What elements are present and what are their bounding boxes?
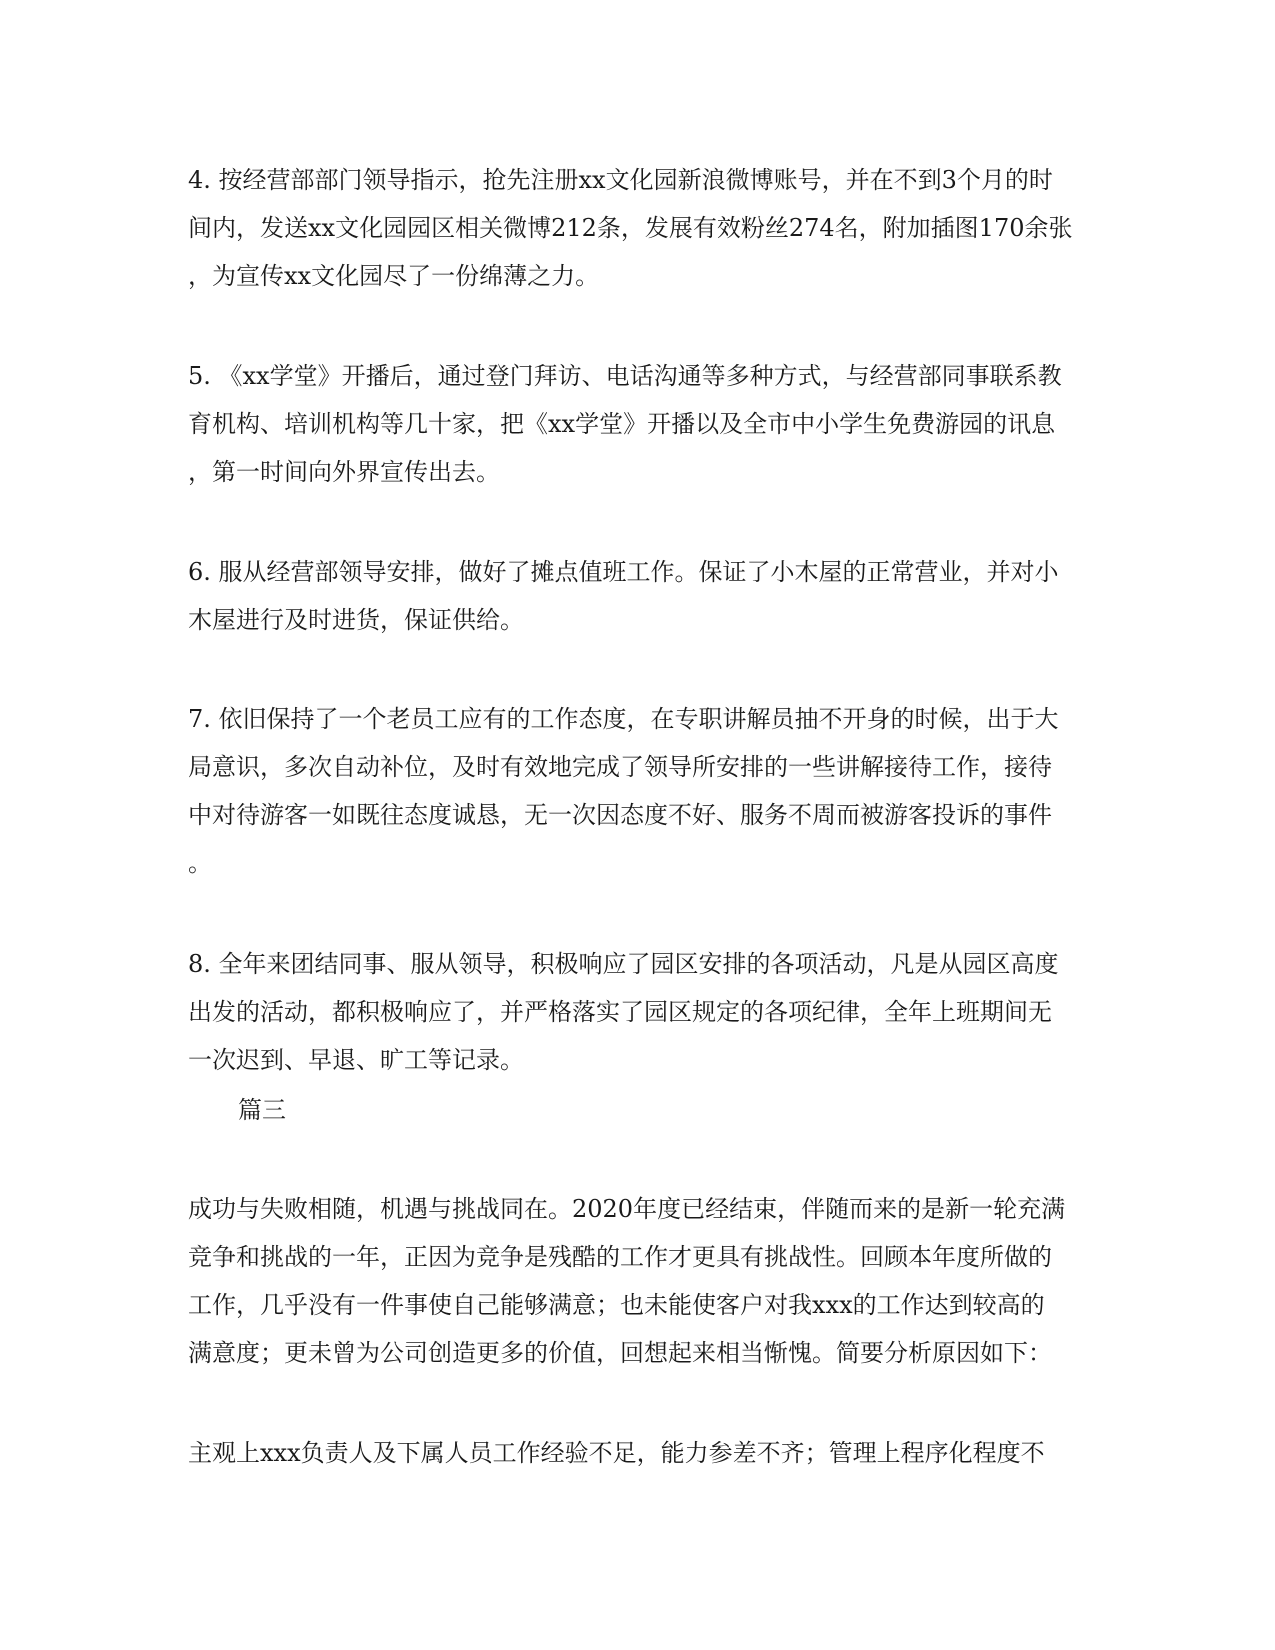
text-line: 出发的活动，都积极响应了，并严格落实了园区规定的各项纪律，全年上班期间无 bbox=[188, 998, 1052, 1026]
text-line: 一次迟到、早退、旷工等记录。 bbox=[188, 1046, 524, 1074]
paragraph-last bbox=[188, 1429, 1088, 1477]
text-line: 6. 服从经营部领导安排，做好了摊点值班工作。保证了小木屋的正常营业，并对小 bbox=[188, 558, 1059, 586]
text-line: 主观上xxx负责人及下属人员工作经验不足，能力参差不齐；管理上程序化程度不 bbox=[188, 1439, 1045, 1467]
paragraph-item-8 bbox=[188, 940, 1088, 1084]
text-line: 中对待游客一如既往态度诚恳，无一次因态度不好、服务不周而被游客投诉的事件 bbox=[188, 801, 1052, 829]
text-line: 成功与失败相随，机遇与挑战同在。2020年度已经结束，伴随而来的是新一轮充满 bbox=[188, 1195, 1066, 1223]
text-line: 。 bbox=[188, 849, 212, 877]
text-line: 8. 全年来团结同事、服从领导，积极响应了园区安排的各项活动，凡是从园区高度 bbox=[188, 950, 1059, 978]
text-line: 5. 《xx学堂》开播后，通过登门拜访、电话沟通等多种方式，与经营部同事联系教 bbox=[188, 362, 1062, 390]
text-line: 4. 按经营部部门领导指示，抢先注册xx文化园新浪微博账号，并在不到3个月的时 bbox=[188, 166, 1053, 194]
text-line: 局意识，多次自动补位，及时有效地完成了领导所安排的一些讲解接待工作，接待 bbox=[188, 753, 1052, 781]
text-line: 满意度；更未曾为公司创造更多的价值，回想起来相当惭愧。简要分析原因如下： bbox=[188, 1339, 1052, 1367]
text-line: 7. 依旧保持了一个老员工应有的工作态度，在专职讲解员抽不开身的时候，出于大 bbox=[188, 705, 1059, 733]
text-line: 工作，几乎没有一件事使自己能够满意；也未能使客户对我xxx的工作达到较高的 bbox=[188, 1291, 1045, 1319]
paragraph-item-5 bbox=[188, 352, 1088, 496]
text-line: ，第一时间向外界宣传出去。 bbox=[188, 458, 500, 486]
section-heading: 篇三 bbox=[238, 1096, 286, 1124]
text-line: 育机构、培训机构等几十家，把《xx学堂》开播以及全市中小学生免费游园的讯息 bbox=[188, 410, 1056, 438]
text-line: 竞争和挑战的一年，正因为竞争是残酷的工作才更具有挑战性。回顾本年度所做的 bbox=[188, 1243, 1052, 1271]
paragraph-item-6 bbox=[188, 548, 1088, 644]
text-line: 木屋进行及时进货，保证供给。 bbox=[188, 606, 524, 634]
paragraph-intro bbox=[188, 1185, 1088, 1377]
text-line: 间内，发送xx文化园园区相关微博212条，发展有效粉丝274名，附加插图170余张 bbox=[188, 214, 1073, 242]
paragraph-item-4 bbox=[188, 156, 1088, 300]
text-line: ，为宣传xx文化园尽了一份绵薄之力。 bbox=[188, 262, 600, 290]
paragraph-item-7 bbox=[188, 695, 1088, 887]
